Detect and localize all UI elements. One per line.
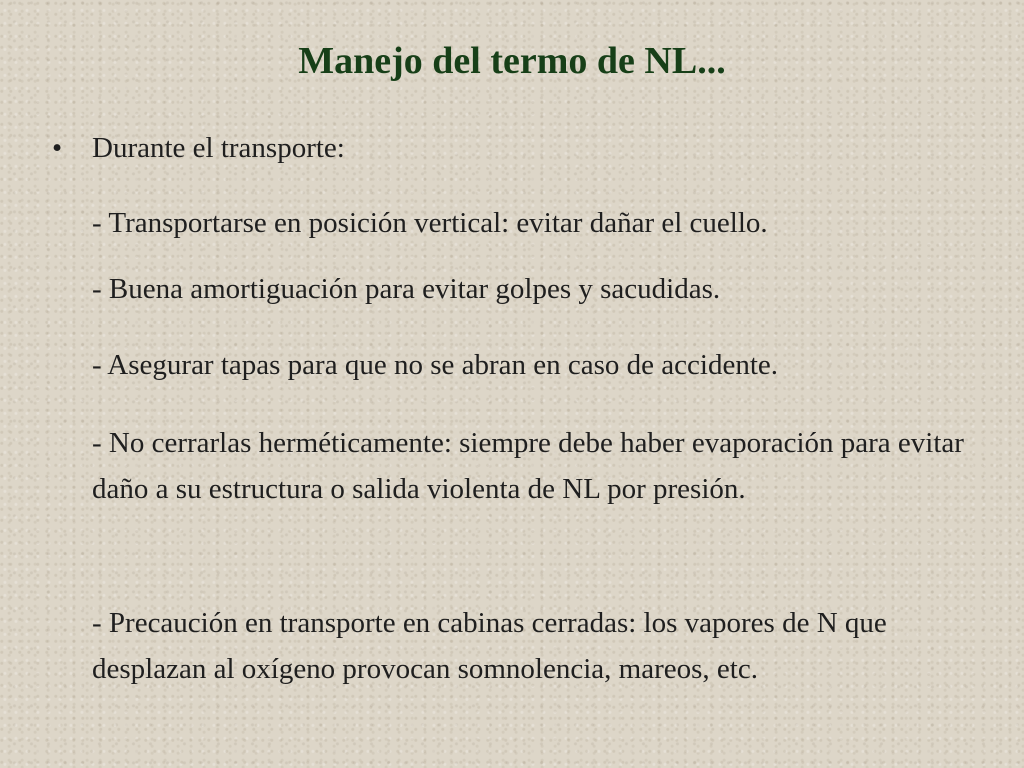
list-item: - Precaución en transporte en cabinas cerradas: los vapores de N que desplazan al oxígeno provocan somnolencia, mareos, etc. — [92, 607, 887, 685]
list-item: - No cerrarlas herméticamente: siempre debe haber evaporación para evitar daño a su estructura o salida violenta de NL por presión. — [92, 427, 964, 505]
list-item: - Asegurar tapas para que no se abran en caso de accidente. — [92, 349, 779, 381]
bullet-icon: • — [52, 132, 63, 164]
list-item: - Transportarse en posición vertical: evitar dañar el cuello. — [92, 207, 768, 239]
slide-title: Manejo del termo de NL... — [298, 40, 726, 82]
bullet-text: Durante el transporte: — [92, 132, 345, 164]
bullet-point — [52, 128, 345, 168]
list-item: - Buena amortiguación para evitar golpes y sacudidas. — [92, 273, 721, 305]
